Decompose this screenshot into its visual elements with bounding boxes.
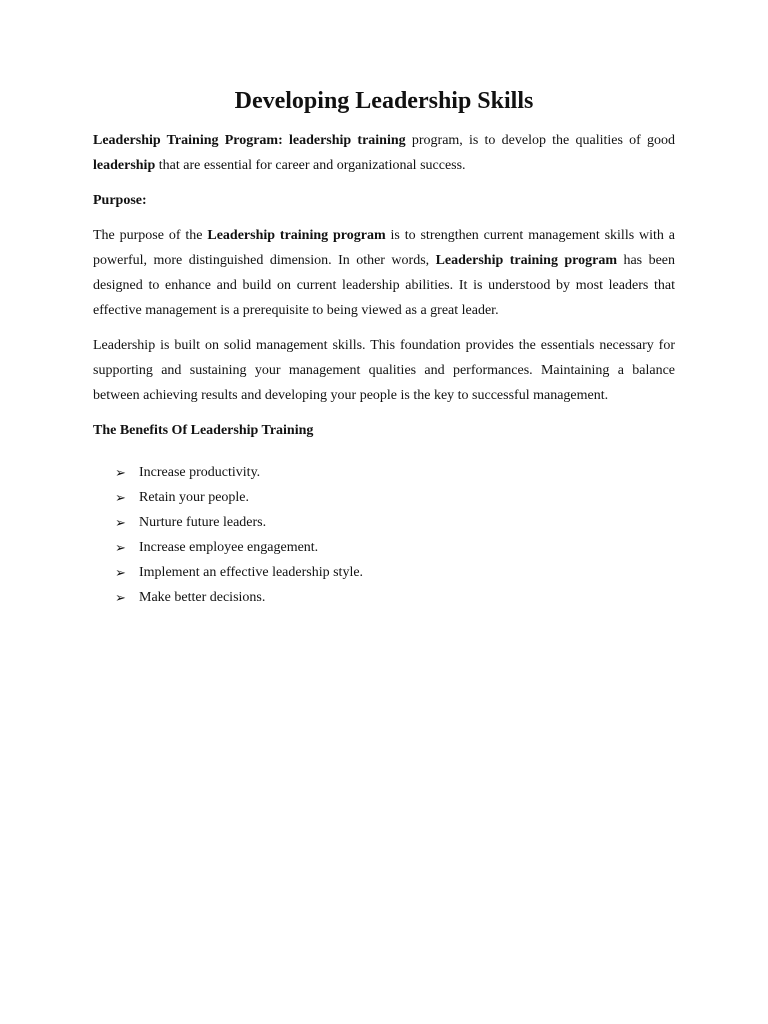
- purpose-text-2: is to strengthen current management skills with a powerful, more distinguished dimension. In other words,: [93, 228, 676, 268]
- arrowhead-bullet-icon: ➢: [115, 540, 126, 555]
- list-item: [115, 560, 675, 585]
- purpose-bold-2: Leadership training program: [435, 253, 618, 268]
- arrowhead-bullet-icon: ➢: [115, 465, 126, 480]
- intro-text-2: that are essential for career and organizational success.: [155, 158, 466, 173]
- list-item: [115, 585, 675, 610]
- list-item: [115, 460, 675, 485]
- intro-term: Leadership Training Program:: [93, 133, 283, 148]
- arrowhead-bullet-icon: ➢: [115, 590, 126, 605]
- benefits-heading: The Benefits Of Leadership Training: [93, 423, 314, 438]
- purpose-text-3: has been designed to enhance and build on current leadership abilities. It is understood by most leaders that effective management is a prerequisite to being viewed as a great leader.: [93, 253, 676, 318]
- list-item-text: Increase productivity.: [139, 465, 261, 480]
- foundation-paragraph: Leadership is built on solid management skills. This foundation provides the essentials necessary for supporting and sustaining your management qualities and performances. Maintaining a balance between achieving results and developing your people is the key to successful management.: [93, 338, 675, 403]
- arrowhead-bullet-icon: ➢: [115, 515, 126, 530]
- purpose-text-1: The purpose of the: [93, 228, 208, 243]
- arrowhead-bullet-icon: ➢: [115, 490, 126, 505]
- intro-text-1: program, is to develop the qualities of good: [405, 133, 675, 148]
- list-item-text: Make better decisions.: [139, 590, 266, 605]
- list-item-text: Increase employee engagement.: [139, 540, 319, 555]
- list-item: [115, 535, 675, 560]
- list-item: [115, 510, 675, 535]
- intro-bold-1: leadership training: [288, 133, 406, 148]
- list-item-text: Retain your people.: [139, 490, 250, 505]
- arrowhead-bullet-icon: ➢: [115, 565, 126, 580]
- purpose-paragraph: [93, 223, 675, 323]
- document-title: Developing Leadership Skills: [234, 88, 534, 114]
- intro-bold-2: leadership: [93, 158, 156, 173]
- list-item: [115, 485, 675, 510]
- list-item-text: Nurture future leaders.: [139, 515, 267, 530]
- benefits-list: [93, 460, 675, 610]
- purpose-heading: Purpose:: [93, 193, 147, 208]
- purpose-bold-1: Leadership training program: [207, 228, 386, 243]
- intro-paragraph: [93, 128, 675, 178]
- list-item-text: Implement an effective leadership style.: [139, 565, 364, 580]
